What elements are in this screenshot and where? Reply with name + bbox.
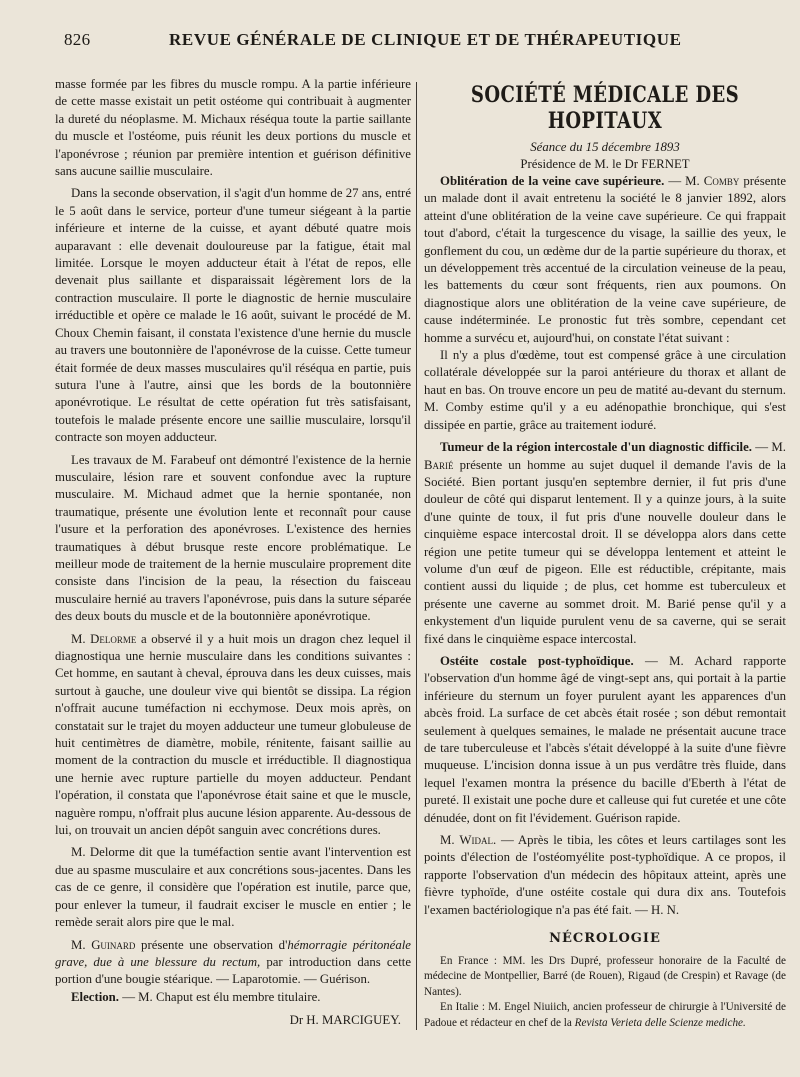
- obituary-title: NÉCROLOGIE: [549, 931, 661, 947]
- paragraph: [55, 989, 411, 1006]
- paragraph-text: — M. Chaput est élu membre titulaire.: [122, 989, 321, 1004]
- column-divider: [416, 82, 417, 1030]
- section-head: Ostéite costale post-typhoïdique.: [440, 653, 634, 668]
- author-name: Delorme: [90, 631, 137, 646]
- paragraph-text: présente une observation d': [141, 937, 288, 952]
- page-number: 826: [64, 30, 91, 49]
- section-title: SOCIÉTÉ MÉDICALE DES HOPITAUX: [470, 82, 740, 134]
- author-name: Guinard: [91, 937, 136, 952]
- paragraph-text: — Après le tibia, les côtes et leurs cartilages sont les points d'élection de l'ostéomyélite post-typhoïdique. A ce propos, il rapporte l'observation d'un médecin des hôpitaux atteint, après une fièvre typhoïde, d'une ostéite costale qui dura dix ans. Toutefois l'examen bactériologique n'a pas été fait. — H. N.: [424, 833, 786, 917]
- page-header: [64, 30, 770, 54]
- presidency: Présidence de M. le Dr FERNET: [520, 157, 690, 171]
- paragraph: Dans la seconde observation, il s'agit d'un homme de 27 ans, entré le 5 août dans le service, porteur d'une tumeur siégeant à la partie inférieure et interne de la cuisse, et ayant débuté quatre mois auparavant : elle devenait douloureuse par la fatigue, était mal limitée. Lorsque le moyen adducteur était à l'état de repos, elle devenait plus saillante et disparaissait légèrement lors de la contraction musculaire. Il porte le diagnostic de hernie musculaire irréductible et opère ce malade le 16 août, suivant le procédé de M. Choux Chemin faisant, il constata l'existence d'une hernie du muscle au travers une boutonnière de l'aponévrose de la cuisse. Cette tumeur était formée de deux masses musculaires qu'il réséqua en partie, puis sutura l'une à l'autre, ainsi que les bords de la boutonnière aponévrotique. Le résultat de cette opération fut très satisfaisant, toutefois le malade présente encore une saillie musculaire, lorsqu'il contracte son moyen adducteur.: [55, 186, 411, 445]
- paragraph-text: présente un homme au sujet duquel il demande l'avis de la Société. Bien portant jusqu'en septembre dernier, il fut pris d'une douleur de côté qui disparut lentement. Il y a quinze jours, à la suite d'une quinte de toux, il fut pris d'une nouvelle douleur dans le cinquième espace intercostal droit. Il se développa alors dans cette région une petite tumeur qui se développa lentement et atteint le volume d'un œuf de pigeon. Elle est réductible, crépitante, mais contient aussi du liquide ; de plus, cet homme est tuberculeux et présente une caverne au sommet droit. M. Barié pense qu'il y a enkystement d'un liquide purulent venu de sa caverne, qui se serait fixé dans le cinquième espace intercostal.: [424, 457, 786, 646]
- signature: Dr H. MARCIGUEY.: [289, 1013, 401, 1028]
- paragraph-text: — M. Achard rapporte l'observation d'un homme âgé de vingt-sept ans, qui portait à la partie inférieure du sternum un foyer purulent ayant les apparences d'un abcès froid. La surface de cet abcès était rosée ; son début remontait seulement à quelques semaines, le malade ne présentait aucune trace de tare tuberculeuse et l'abcès s'était développé à la suite d'une fièvre muqueuse. L'incision donna issue à un pus verdâtre très fluide, dans lequel l'examen montra la présence du bacille d'Eberth à l'état de pureté. Il existait une poche dure et calleuse qui fut curetée et une côte dénudée, dont on fit l'évidement. Guérison rapide.: [424, 653, 786, 825]
- paragraph: [424, 653, 786, 827]
- italic-title: Revista Verieta delle Scienze mediche.: [574, 1016, 746, 1029]
- obituary-entry: En France : MM. les Drs Dupré, professeur honoraire de la Faculté de médecine de Montpellier, Barré (de Rouen), Rigaud (de Crespin) et Ravage (de Nantes).: [424, 955, 786, 998]
- paragraph-text: par introduction dans cette portion d'une bougie stéarique. — Laparotomie. — Guérison.: [55, 954, 411, 987]
- author-name: Widal: [459, 833, 493, 848]
- paragraph: Tumeur de la région intercostale d'un diagnostic difficile. — M. Barié présente un homme au sujet duquel il demande l'avis de la Société. Bien portant jusqu'en septembre dernier, il fut pris d'une douleur de côté qui disparut lentement. Il y a quinze jours, à la suite d'une quinte de toux, il fut pris d'une nouvelle douleur dans le cinquième espace intercostal droit. Il se développa alors dans cette région une petite tumeur qui se développa lentement et atteint le volume d'un œuf de pigeon. Elle est réductible, crépitante, mais contient aussi du liquide ; de plus, cet homme est tuberculeux et présente une caverne au sommet droit. M. Barié pense qu'il y a enkystement d'un liquide purulent venu de sa caverne, qui se serait fixé dans le cinquième espace intercostal.: [424, 440, 786, 646]
- paragraph-text: a observé il y a huit mois un dragon chez lequel il diagnostiqua une hernie musculaire dans les conditions suivantes : Cet homme, en sautant à cheval, éprouva dans les deux cuisses, mais surtout à gauche, une douleur vive qui bientôt se dissipa. La région n'offrait aucune tuméfaction ni ecchymose. Deux mois après, on constatait sur le trajet du moyen adducteur une tumeur globuleuse de huit centimètres de diamètre, mobile, rénitente, faisant saillie au moment de la contraction du muscle et irréductible. Il diagnostiqua une hernie avec rupture partielle du moyen adducteur. Pendant l'opération, il constata que l'aponévrose était saine et que le muscle, naguère rompu, n'offrait plus aucune lésion apparente. Au-dessous de lui, on trouvait un ancien dépôt sanguin avec concrétions dures.: [55, 631, 412, 838]
- paragraph: M. Guinard présente une observation d'hémorragie péritonéale grave, due à une blessure du rectum, par introduction dans cette portion d'une bougie stéarique. — Laparotomie. — Guérison.: [55, 937, 411, 987]
- paragraph: masse formée par les fibres du muscle rompu. A la partie inférieure de cette masse existait un petit ostéome qui contribuait à augmenter la dureté du néoplasme. M. Michaux réséqua toute la partie saillante du muscle et l'ostéome, puis réunit les deux portions du muscle et l'aponévrose ; réunion par première intention et guérison définitive sans aucune saillie musculaire.: [55, 77, 411, 179]
- section-head: Oblitération de la veine cave supérieure.: [440, 174, 665, 188]
- italic-title: hémorragie péritonéale grave, due à une blessure du rectum,: [55, 937, 411, 969]
- section-head: Tumeur de la région intercostale d'un diagnostic difficile.: [440, 440, 752, 455]
- paragraph: Il n'y a plus d'œdème, tout est compensé grâce à une circulation collatérale développée sur la paroi antérieure du thorax et allant de haut en bas. On trouve encore un peu de matité au-devant du sternum. M. Comby estime qu'il y a eu adénopathie bronchique, qui s'est dissipée en partie, grâce au traitement ioduré.: [424, 348, 786, 432]
- paragraph: Oblitération de la veine cave supérieure. — M. Comby présente un malade dont il avait entretenu la société le 8 janvier 1892, alors atteint d'une oblitération de la veine cave supérieure. Ce qui frappait tout d'abord, c'était la turgescence du visage, la saillie des yeux, le gonflement du cou, un œdème dur de la partie supérieure du thorax, et un développement très accentué de la circulation veineuse de la peau, les battements du cœur sont fréquents, rien aux poumons. On diagnostique alors une oblitération de la veine cave supérieure, de cause indéterminée. Le pronostic fut très sombre, cependant cet homme a survécu et, aujourd'hui, on constate l'état suivant :: [424, 174, 787, 345]
- session-date: Séance du 15 décembre 1893: [530, 140, 680, 154]
- paragraph: Les travaux de M. Farabeuf ont démontré l'existence de la hernie musculaire, lésion rare et souvent confondue avec la rupture musculaire. M. Michaud admet que la hernie spontanée, non traumatique, présente une évolution lente et reconnaît pour cause l'usure et la perforation des aponévroses. L'existence des hernies traumatiques à début brusque reste encore problématique. Le meilleur mode de traitement de la hernie musculaire proprement dite consiste dans l'incision de la peau, la résection du faisceau musculaire hernié au travers l'aponévrose, puis dans la suture séparée des deux bouts du muscle et de la boutonnière aponévrotique.: [55, 452, 411, 624]
- paragraph-text: En Italie : M. Engel Niuiich, ancien professeur de chirurgie à l'Université de Padoue et rédacteur en chef de la: [424, 1001, 786, 1029]
- right-column: [424, 76, 786, 1031]
- paragraph-text: présente un malade dont il avait entretenu la société le 8 janvier 1892, alors atteint d'une oblitération de la veine cave supérieure. Ce qui frappait tout d'abord, c'était la turgescence du visage, la saillie des yeux, le gonflement du cou, un œdème dur de la partie supérieure du thorax, et un développement très accentué de la circulation veineuse de la peau, les battements du cœur sont fréquents, rien aux poumons. On diagnostique alors une oblitération de la veine cave supérieure, de cause indéterminée. Le pronostic fut très sombre, cependant cet homme a survécu et, aujourd'hui, on constate l'état suivant :: [424, 174, 787, 345]
- paragraph: M. Delorme dit que la tuméfaction sentie avant l'intervention est due au spasme musculaire et aux concrétions sous-jacentes. Dans les cas de ce genre, il considère que l'opération est inutile, parce que, pour enlever la tumeur, il faudrait exciser le muscle en entier ; le remède serait alors pire que le mal.: [55, 845, 411, 930]
- running-title: REVUE GÉNÉRALE DE CLINIQUE ET DE THÉRAPEUTIQUE: [169, 30, 682, 49]
- paragraph: M. Delorme a observé il y a huit mois un dragon chez lequel il diagnostiqua une hernie musculaire dans les conditions suivantes : Cet homme, en sautant à cheval, éprouva dans les deux cuisses, mais surtout à gauche, une douleur vive qui bientôt se dissipa. La région n'offrait aucune tuméfaction ni ecchymose. Deux mois après, on constatait sur le trajet du moyen adducteur une tumeur globuleuse de huit centimètres de diamètre, mobile, rénitente, faisant saillie au moment de la contraction du muscle et irréductible. Il diagnostiqua une hernie avec rupture partielle du moyen adducteur. Pendant l'opération, il constata que l'aponévrose était saine et que le muscle, naguère rompu, n'offrait plus aucune lésion apparente. Au-dessous de lui, on trouvait un ancien dépôt sanguin avec concrétions dures.: [55, 631, 412, 838]
- left-column: [55, 76, 411, 1030]
- author-name: Barié: [424, 457, 454, 472]
- paragraph: M. Widal. — Après le tibia, les côtes et leurs cartilages sont les points d'élection de l'ostéomyélite post-typhoïdique. A ce propos, il rapporte l'observation d'un médecin des hôpitaux atteint, après une fièvre typhoïde, d'une ostéite costale qui dura dix ans. Toutefois l'examen bactériologique n'a pas été fait. — H. N.: [424, 833, 786, 917]
- author-name: Comby: [703, 174, 740, 188]
- obituary-entry: [424, 1000, 786, 1031]
- section-head: Election.: [71, 989, 119, 1004]
- obituary-section: [424, 954, 786, 1031]
